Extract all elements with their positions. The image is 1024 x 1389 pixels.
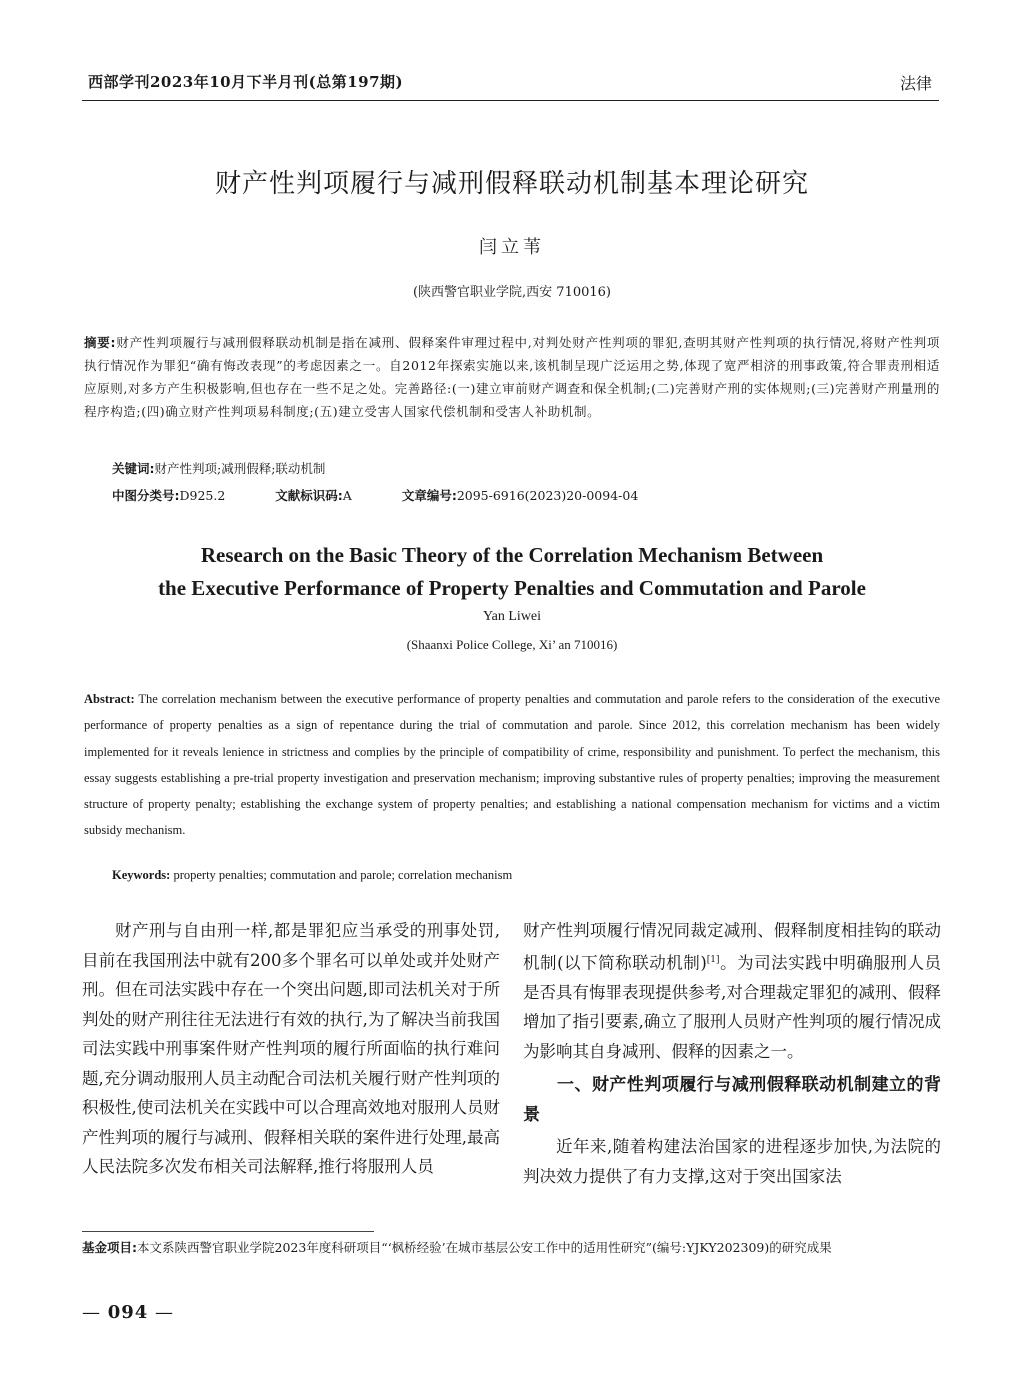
funding-text: 本文系陕西警官职业学院2023年度科研项目“‘枫桥经验’在城市基层公安工作中的适用性研究”(编号:YJKY202309)的研究成果 [137, 1240, 832, 1255]
author-name: 闫立苇 [479, 237, 545, 258]
body-paragraph: 近年来,随着构建法治国家的进程逐步加快,为法院的判决效力提供了有力支撑,这对于突出国家法 [523, 1137, 941, 1186]
abstract-en-text: The correlation mechanism between the executive performance of property penalties and commutation and parole refers to the consideration of the executive performance of property penalties as a sign of repentance during the trial of commutation and parole. Since 2012, this correlation mechanism has been widely implemented for it reveals lenience in strictness and complies by the principle of compatibility of crime, responsibility and punishment. To perfect the mechanism, this essay suggests establishing a pre-trial property investigation and preservation mechanism; improving substantive rules of property penalties; improving the measurement structure of property penalty; establishing the exchange system of property penalties; and establishing a national compensation mechanism for victims and a victim subsidy mechanism. [84, 692, 940, 838]
journal-header: 西部学刊2023年10月下半月刊(总第197期) [88, 73, 404, 91]
abstract-chinese [84, 331, 940, 423]
page-number: — 094 — [82, 1302, 175, 1323]
body-paragraph: 财产刑与自由刑一样,都是罪犯应当承受的刑事处罚,目前在我国刑法中就有200多个罪名可以单处或并处财产刑。但在司法实践中存在一个突出问题,即司法机关对于所判处的财产刑往往无法进行有效的执行,为了解决当前我国司法实践中刑事案件财产性判项的履行所面临的执行难问题,充分调动服刑人员主动配合司法机关履行财产性判项的积极性,使司法机关在实践中可以合理高效地对服刑人员财产性判项的履行与减刑、假释相关联的案件进行处理,最高人民法院多次发布相关司法解释,推行将服刑人员 [82, 921, 500, 1176]
funding-footnote [82, 1238, 942, 1258]
keywords-text: 财产性判项;减刑假释;联动机制 [154, 461, 326, 476]
keywords-chinese [112, 459, 325, 477]
paper-title: 财产性判项履行与减刑假释联动机制基本理论研究 [214, 169, 809, 199]
header-rule [82, 100, 939, 101]
english-affiliation: (Shaanxi Police College, Xi’ an 710016) [406, 637, 618, 652]
keywords-english [112, 868, 512, 883]
clc-number: 中图分类号:D925.2 [112, 488, 226, 503]
english-title [0, 539, 1024, 605]
abstract-english [84, 686, 940, 844]
keywords-label: 关键词: [112, 461, 155, 476]
body-paragraph-continued: 财产性判项履行情况同裁定减刑、假释制度相挂钩的联动机制(以下简称联动机制)[1]。为司法实践中明确服刑人员是否具有悔罪表现提供参考,对合理裁定罪犯的减刑、假释增加了指引要素,确立了服刑人员财产性判项的履行情况成为影响其自身减刑、假释的因素之一。 [523, 921, 942, 1061]
english-title-line-1: Research on the Basic Theory of the Correlation Mechanism Between [200, 543, 824, 567]
article-number: 文章编号:2095-6916(2023)20-0094-04 [401, 488, 639, 503]
funding-label: 基金项目: [82, 1240, 137, 1255]
keywords-en-label: Keywords: [112, 868, 171, 882]
keywords-en-text: property penalties; commutation and parole; correlation mechanism [173, 868, 513, 882]
english-author: Yan Liwei [482, 609, 542, 624]
abstract-label: 摘要: [84, 335, 117, 350]
author-affiliation: (陕西警官职业学院,西安 710016) [412, 285, 612, 300]
body-column-left [82, 916, 500, 1182]
body-column-right [523, 916, 941, 1191]
english-title-line-2: the Executive Performance of Property Penalties and Commutation and Parole [158, 576, 866, 600]
abstract-en-label: Abstract: [84, 692, 135, 706]
footnote-rule [82, 1231, 374, 1232]
abstract-text: 财产性判项履行与减刑假释联动机制是指在减刑、假释案件审理过程中,对判处财产性判项的罪犯,查明其财产性判项的执行情况,将财产性判项执行情况作为罪犯“确有悔改表现”的考虑因素之一。自2012年探索实施以来,该机制呈现广泛运用之势,体现了宽严相济的刑事政策,符合罪责刑相适应原则,对多方产生积极影响,但也存在一些不足之处。完善路径:(一)建立审前财产调查和保全机制;(二)完善财产刑的实体规则;(三)完善财产刑量刑的程序构造;(四)确立财产性判项易科制度;(五)建立受害人国家代偿机制和受害人补助机制。 [84, 335, 940, 419]
document-code: 文献标识码:A [275, 488, 352, 503]
section-label: 法律 [899, 74, 932, 93]
citation-ref: [1] [706, 954, 720, 965]
section-heading: 一、财产性判项履行与减刑假释联动机制建立的背景 [523, 1075, 941, 1125]
classification-row [112, 486, 684, 504]
